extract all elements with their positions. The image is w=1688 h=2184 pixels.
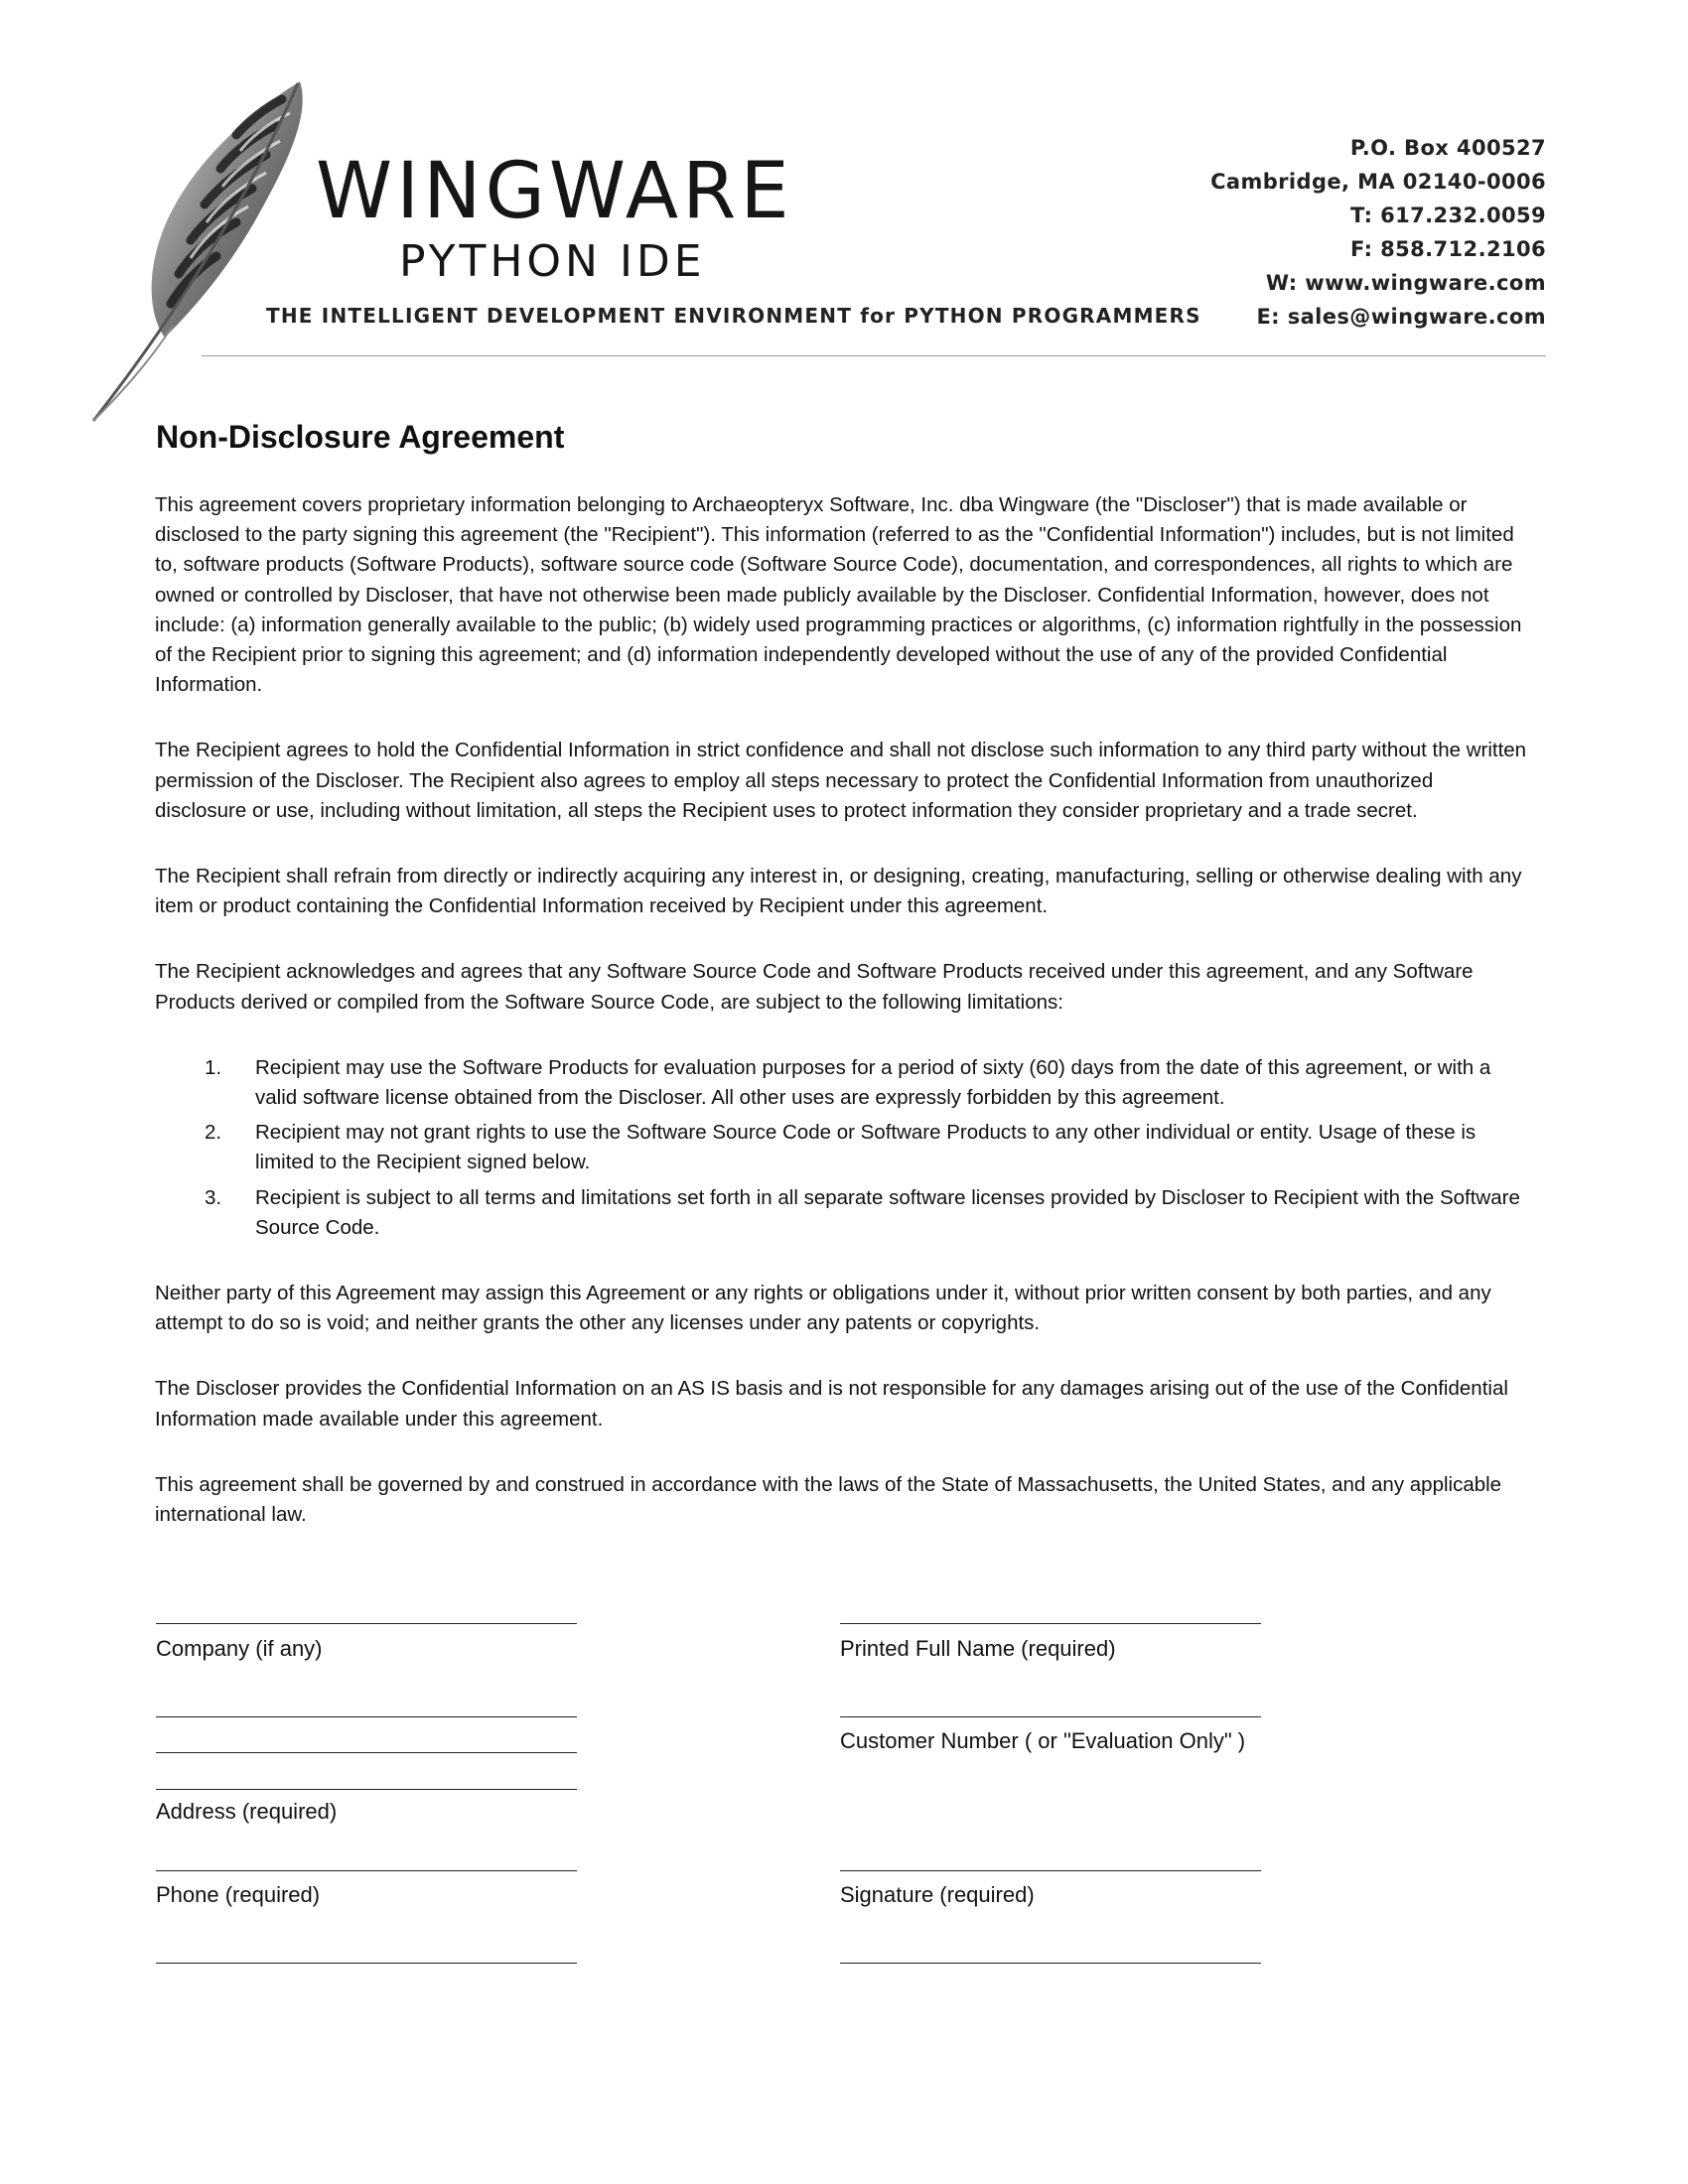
phone-label: Phone (required): [156, 1882, 321, 1907]
fax-number: F: 858.712.2106: [1350, 237, 1546, 261]
paragraph-definitions: This agreement covers proprietary information belonging to Archaeopteryx Software, Inc. dba Wingware (the "Discloser") that is made available or disclosed to the party signing this agreement (the "Recipient"). This information (referred to as the "Confidential Information") includes, but is not limited to, software products (Software Products), software source code (Software Source Code), documentation, and correspondences, all rights to which are owned or controlled by Discloser, that have not otherwise been made publicly available by the Discloser. Confidential Information, however, does not include: (a) information generally available to the public; (b) widely used programming practices or algorithms, (c) information rightfully in the possession of the Recipient prior to signing this agreement; and (d) information independently developed without the use of any of the provided Confidential Information.: [155, 493, 1522, 697]
extra-right-field[interactable]: [840, 1963, 1261, 1964]
list-item: [155, 1183, 1527, 1243]
address-label: Address (required): [156, 1799, 338, 1824]
paragraph-assignment: Neither party of this Agreement may assign this Agreement or any rights or obligations under it, without prior written consent by both parties, and any attempt to do so is void; and neither grants the other any licenses under any patents or copyrights.: [155, 1282, 1491, 1335]
company-label: Company (if any): [156, 1636, 323, 1661]
contact-block: [1210, 131, 1546, 334]
list-number: 2.: [205, 1121, 222, 1145]
signature-field[interactable]: [840, 1870, 1261, 1871]
address-line-2-field[interactable]: [156, 1752, 577, 1753]
limitations-list: [155, 1053, 1527, 1243]
printed-name-label: Printed Full Name (required): [840, 1636, 1116, 1661]
extra-left-field[interactable]: [156, 1963, 577, 1964]
city-address: Cambridge, MA 02140-0006: [1210, 170, 1546, 194]
header-divider: [202, 355, 1546, 356]
signature-label: Signature (required): [840, 1882, 1035, 1907]
paragraph-confidentiality: The Recipient agrees to hold the Confidential Information in strict confidence and shall not disclose such information to any third party without the written permission of the Discloser. The Recipient also agrees to employ all steps necessary to protect the Confidential Information from unauthorized disclosure or use, including without limitation, all steps the Recipient uses to protect information they consider proprietary and a trade secret.: [155, 739, 1527, 822]
feather-icon: [87, 77, 316, 425]
document-title: Non-Disclosure Agreement: [156, 419, 565, 455]
list-item-text: Recipient may use the Software Products for evaluation purposes for a period of sixty (60) days from the date of this agreement, or with a valid software license obtained from the Discloser. All other uses are expressly forbidden by this agreement.: [255, 1055, 1491, 1110]
paragraph-as-is: The Discloser provides the Confidential Information on an AS IS basis and is not responsible for any damages arising out of the use of the Confidential Information made available under this agreement.: [155, 1377, 1508, 1431]
list-item-text: Recipient may not grant rights to use the Software Source Code or Software Products to any other individual or entity. Usage of these is limited to the Recipient signed below.: [255, 1121, 1477, 1174]
address-line-3-field[interactable]: [156, 1789, 577, 1790]
customer-number-label: Customer Number ( or "Evaluation Only" ): [840, 1728, 1246, 1753]
list-item: [155, 1118, 1527, 1177]
printed-name-field[interactable]: [840, 1623, 1261, 1624]
list-number: 3.: [205, 1185, 222, 1209]
brand-name: WINGWARE: [316, 147, 793, 236]
list-item-text: Recipient is subject to all terms and limitations set forth in all separate software licenses provided by Discloser to Recipient with the Software Source Code.: [255, 1185, 1520, 1239]
paragraph-non-compete: The Recipient shall refrain from directly or indirectly acquiring any interest in, or designing, creating, manufacturing, selling or otherwise dealing with any item or product containing the Confidential Information received by Recipient under this agreement.: [155, 865, 1522, 918]
paragraph-limitations-intro: The Recipient acknowledges and agrees that any Software Source Code and Software Products received under this agreement, and any Software Products derived or compiled from the Software Source Code, are subject to the following limitations:: [155, 960, 1474, 1014]
email-link[interactable]: E: sales@wingware.com: [1256, 305, 1546, 329]
customer-number-field[interactable]: [840, 1716, 1261, 1717]
agreement-body: [155, 490, 1527, 1566]
phone-field[interactable]: [156, 1870, 577, 1871]
paragraph-governing-law: This agreement shall be governed by and construed in accordance with the laws of the State of Massachusetts, the United States, and any applicable international law.: [155, 1472, 1502, 1527]
phone-number: T: 617.232.0059: [1350, 204, 1546, 227]
product-name: PYTHON IDE: [399, 236, 706, 287]
po-box: P.O. Box 400527: [1349, 136, 1546, 160]
website-link[interactable]: W: www.wingware.com: [1265, 271, 1546, 295]
list-item: [155, 1053, 1527, 1113]
address-line-1-field[interactable]: [156, 1716, 577, 1717]
tagline: THE INTELLIGENT DEVELOPMENT ENVIRONMENT for PYTHON PROGRAMMERS: [266, 304, 1201, 328]
list-number: 1.: [205, 1055, 222, 1079]
company-field[interactable]: [156, 1623, 577, 1624]
